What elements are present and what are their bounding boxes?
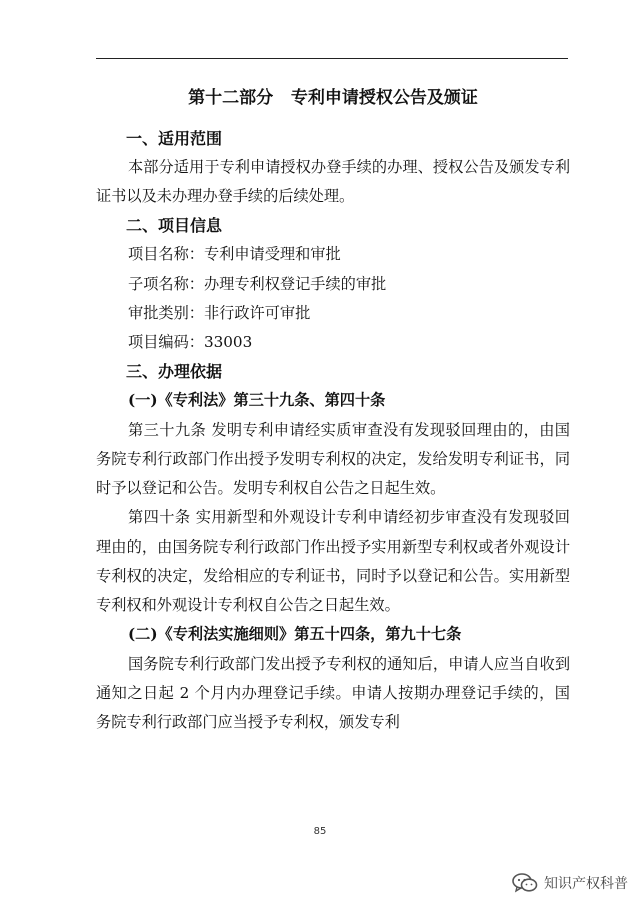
implementing-rules-heading: (二)《专利法实施细则》第五十四条，第九十七条 xyxy=(128,625,462,644)
project-name: 项目名称：专利申请受理和审批 xyxy=(128,245,341,264)
subitem-name: 子项名称：办理专利权登记手续的审批 xyxy=(128,274,387,293)
patent-law-heading: (一)《专利法》第三十九条、第四十条 xyxy=(128,391,386,410)
approval-category: 审批类别：非行政许可审批 xyxy=(128,303,311,322)
rule-54-text: 国务院专利行政部门发出授予专利权的通知后，申请人应当自收到通知之日起 2 个月内办理登记手续。申请人按期办理登记手续的，国务院专利行政部门应当授予专利权，颁发专利 xyxy=(96,654,570,732)
project-code: 项目编码：33003 xyxy=(128,333,253,352)
watermark-text: 知识产权科普 xyxy=(544,876,628,892)
header-rule xyxy=(96,58,568,59)
page-number: 85 xyxy=(313,826,327,837)
scope-body: 本部分适用于专利申请授权办登手续的办理、授权公告及颁发专利证书以及未办理办登手续的后续处理。 xyxy=(96,158,570,206)
article-39-text: 第三十九条 发明专利申请经实质审查没有发现驳回理由的，由国务院专利行政部门作出授予发明专利权的决定，发给发明专利证书，同时予以登记和公告。发明专利权自公告之日起生效。 xyxy=(96,420,570,498)
section-title: 第十二部分 专利申请授权公告及颁证 xyxy=(188,88,478,108)
basis-heading: 三、办理依据 xyxy=(126,362,223,382)
scope-heading: 一、适用范围 xyxy=(126,129,223,148)
article-40-text: 第四十条 实用新型和外观设计专利申请经初步审查没有发现驳回理由的，由国务院专利行政部门作出授予实用新型专利权或者外观设计专利权的决定，发给相应的专利证书，同时予以登记和公告。实用新型专利权和外观设计专利权自公告之日起生效。 xyxy=(96,508,570,614)
project-info-heading: 二、项目信息 xyxy=(126,216,223,236)
watermark xyxy=(512,873,628,893)
wechat-icon xyxy=(512,873,538,893)
document-page xyxy=(96,84,570,737)
